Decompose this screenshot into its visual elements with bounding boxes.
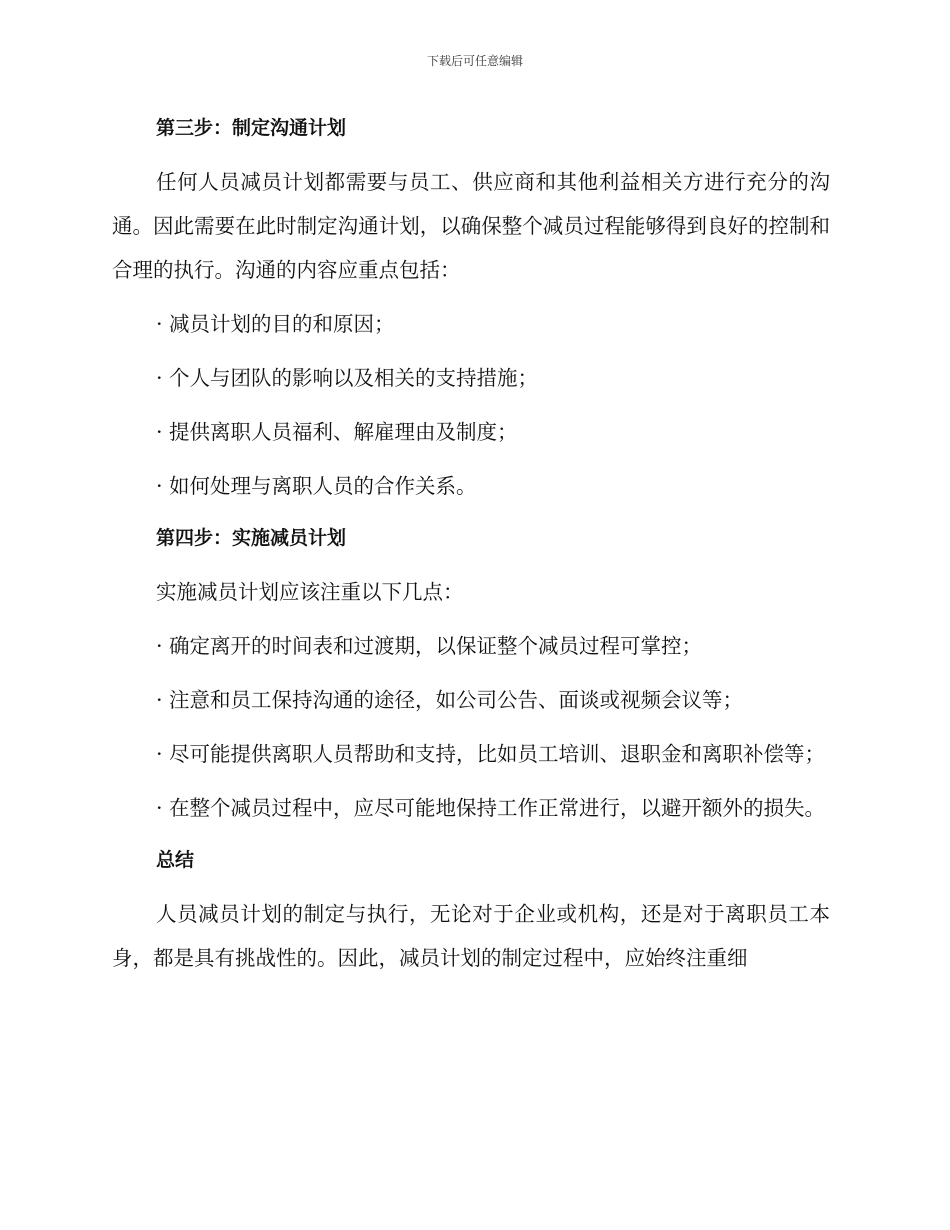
bullet-list bbox=[112, 302, 830, 508]
bullet-item: · 减员计划的目的和原因； bbox=[156, 312, 395, 336]
bullet-item: · 如何处理与离职人员的合作关系。 bbox=[156, 474, 477, 498]
section-heading: 总结 bbox=[156, 849, 195, 871]
section-step3 bbox=[112, 108, 830, 508]
section-paragraph: 任何人员减员计划都需要与员工、供应商和其他利益相关方进行充分的沟通。因此需要在此时制定沟通计划，以确保整个减员过程能够得到良好的控制和合理的执行。沟通的内容应重点包括： bbox=[112, 170, 830, 282]
bullet-item: · 提供离职人员福利、解雇理由及制度； bbox=[156, 420, 518, 444]
page-header: 下载后可任意编辑 bbox=[426, 54, 523, 68]
bullet-item: · 尽可能提供离职人员帮助和支持，比如员工培训、退职金和离职补偿等； bbox=[156, 742, 826, 766]
document-body bbox=[112, 108, 830, 990]
bullet-item: · 确定离开的时间表和过渡期，以保证整个减员过程可掌控； bbox=[156, 634, 703, 658]
bullet-item: · 个人与团队的影响以及相关的支持措施； bbox=[156, 366, 539, 390]
section-paragraph: 人员减员计划的制定与执行，无论对于企业或机构，还是对于离职员工本身，都是具有挑战性的。因此，减员计划的制定过程中，应始终注重细 bbox=[112, 902, 830, 970]
section-summary bbox=[112, 840, 830, 980]
section-step4 bbox=[112, 518, 830, 830]
section-heading: 第四步：实施减员计划 bbox=[156, 527, 347, 549]
section-heading: 第三步：制定沟通计划 bbox=[156, 117, 347, 139]
section-paragraph: 实施减员计划应该注重以下几点： bbox=[156, 580, 464, 604]
bullet-list bbox=[112, 624, 830, 830]
bullet-item: · 注意和员工保持沟通的途径，如公司公告、面谈或视频会议等； bbox=[156, 688, 744, 712]
bullet-item: · 在整个减员过程中，应尽可能地保持工作正常进行，以避开额外的损失。 bbox=[156, 796, 826, 820]
